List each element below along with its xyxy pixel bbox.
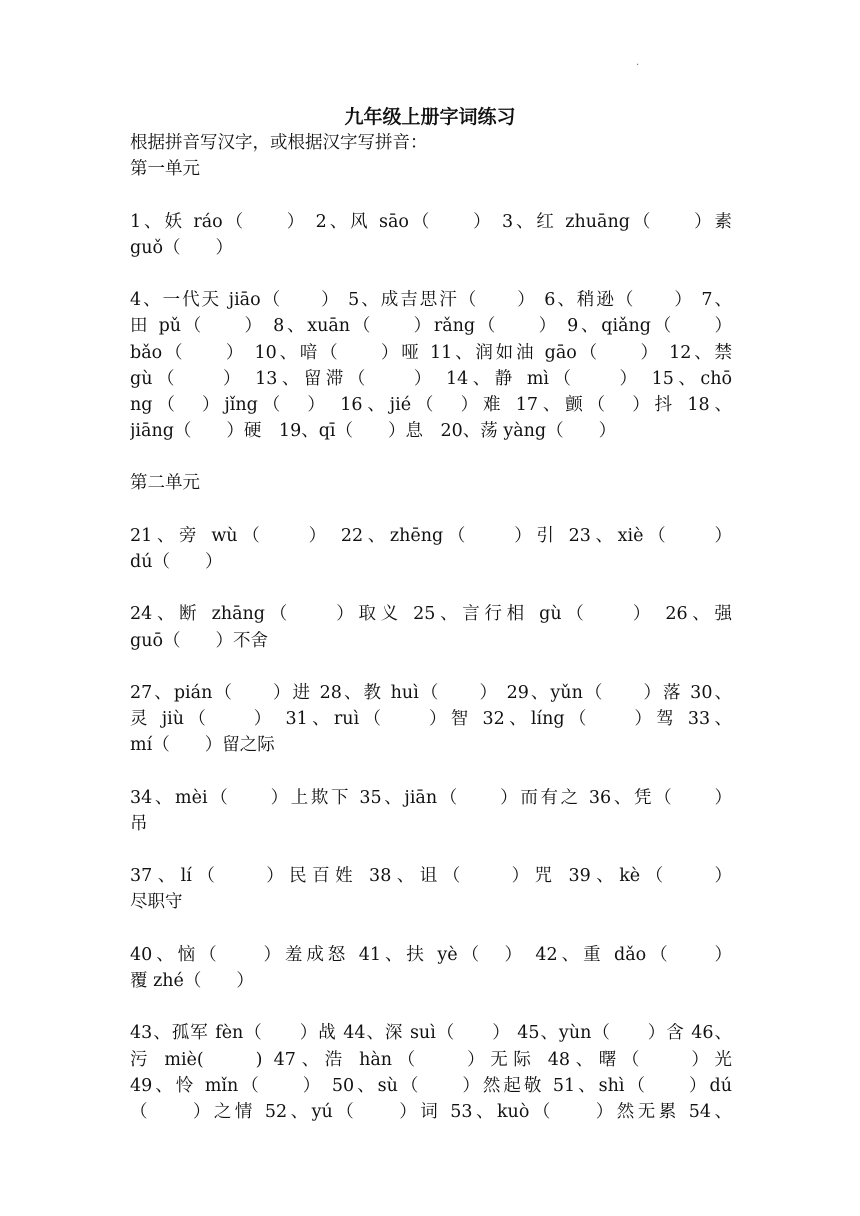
exercise-line: 49、怜 mǐn（ ） 50、sù（ ）然起敬 51、shì（ ）dú (130, 1075, 732, 1096)
exercise-line: mí（ ）留之际 (130, 735, 275, 756)
exercise-line: 1、妖 ráo（ ） 2、风 sāo（ ） 3、红 zhuāng（ ）素 (130, 211, 732, 232)
exercise-line: jiāng（ ）硬 19、qī（ ）息 20、荡 yàng（ ） (130, 421, 617, 442)
exercise-line: 覆 zhé（ ） (130, 971, 254, 991)
exercise-line: 吊 (130, 813, 148, 834)
exercise-line: 4、一代天 jiāo（ ） 5、成吉思汗（ ） 6、稍逊（ ） 7、 (130, 290, 732, 311)
exercise-line: 40、恼（ ）羞成怒 41、扶 yè（ ） 42、重 dǎo（ ） (130, 944, 732, 965)
exercise-line: 37、lí（ ）民百姓 38、诅（ ）咒 39、kè（ ） (130, 866, 732, 887)
blank-line (130, 916, 732, 942)
exercise-line: 21、旁 wù（ ） 22、zhēng（ ）引 23、xiè（ ） (130, 525, 732, 546)
exercise-line: 田 pǔ（ ） 8、xuān（ ）rǎng（ ） 9、qiǎng（ ） (130, 316, 732, 337)
exercise-line: 灵 jiù（ ） 31、ruì（ ）智 32、líng（ ）驾 33、 (130, 709, 732, 730)
blank-line (130, 759, 732, 785)
exercise-line: 污 miè( ) 47、浩 hàn（ ）无际 48、曙（ ）光 (130, 1049, 732, 1070)
exercise-line: guō（ ）不舍 (130, 630, 269, 651)
exercise-line: guǒ（ ） (130, 237, 234, 258)
exercise-line: ng（ ）jǐng（ ） 16、jié（ ）难 17、颤（ ）抖 18、 (130, 394, 732, 415)
exercise-line: （ ）之情 52、yú（ ）词 53、kuò（ ）然无累 54、 (130, 1101, 732, 1122)
blank-line (130, 837, 732, 863)
exercise-line: dú（ ） (130, 552, 223, 572)
exercise-line: bǎo（ ） 10、喑（ ）哑 11、润如油 gāo（ ） 12、禁 (130, 342, 732, 363)
exercise-content (130, 130, 732, 1125)
exercise-line: 43、孤军 fèn（ ）战 44、深 suì（ ） 45、yùn（ ）含 46、 (130, 1023, 732, 1044)
blank-line (130, 575, 732, 601)
page-title: 九年级上册字词练习 (344, 106, 516, 128)
exercise-line: gù（ ） 13、留滞（ ） 14、静 mì（ ） 15、chō (130, 368, 732, 389)
exercise-line: 尽职守 (130, 892, 183, 913)
blank-line (130, 182, 732, 208)
exercise-line: 第二单元 (130, 473, 200, 494)
exercise-line: 第一单元 (130, 159, 200, 180)
exercise-line: 24、断 zhāng（ ）取义 25、言行相 gù（ ） 26、强 (130, 604, 732, 625)
header-mark: . (636, 57, 640, 68)
blank-line (130, 444, 732, 470)
exercise-line: 34、mèi（ ）上欺下 35、jiān（ ）而有之 36、凭（ ） (130, 787, 732, 808)
exercise-line: 根据拼音写汉字，或根据汉字写拼音： (130, 133, 428, 153)
blank-line (130, 654, 732, 680)
exercise-line: 27、pián（ ）进 28、教 huì（ ） 29、yǔn（ ）落 30、 (130, 682, 732, 703)
blank-line (130, 261, 732, 287)
blank-line (130, 497, 732, 523)
blank-line (130, 994, 732, 1020)
